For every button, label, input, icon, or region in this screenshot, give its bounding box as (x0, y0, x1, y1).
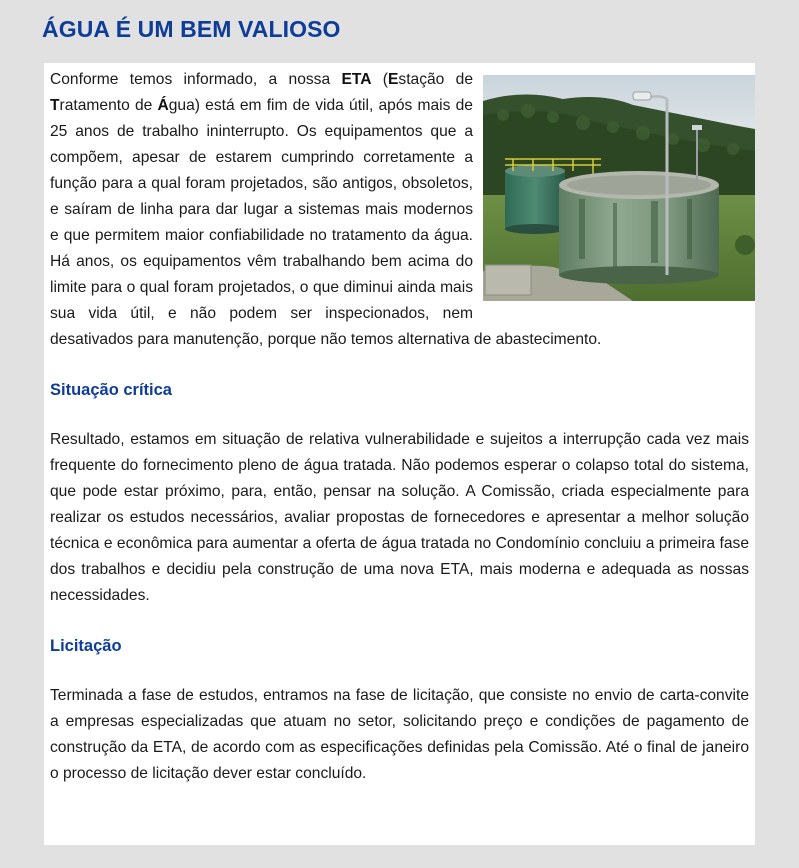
intro-a-bold: Á (157, 97, 169, 114)
page-title: ÁGUA É UM BEM VALIOSO (42, 16, 341, 42)
intro-eta-bold: ETA (341, 71, 372, 88)
intro-text-4: ratamento de (59, 97, 158, 114)
licitacao-paragraph: Terminada a fase de estudos, entramos na fase de licitação, que consiste no envio de carta-convite a empresas especializadas que atuam no setor, solicitando preço e condições de pagamento de construção da ETA, de acordo com as especificações definidas pela Comissão. Até o final de janeiro o processo de licitação dever estar concluído. (50, 687, 749, 782)
situacao-critica-paragraph: Resultado, estamos em situação de relativa vulnerabilidade e sujeitos a interrupção cada vez mais frequente do fornecimento pleno de água tratada. Não podemos esperar o colapso total do sistema, que pode estar próximo, para, então, pensar na solução. A Comissão, criada especialmente para realizar os estudos necessários, avaliar propostas de fornecedores e apresentar a melhor solução técnica e econômica para aumentar a oferta de água tratada no Condomínio concluiu a primeira fase dos trabalhos e decidiu pela construção de uma nova ETA, mais moderna e adequada as nossas necessidades. (50, 431, 749, 604)
section-heading-licitacao: Licitação (50, 637, 122, 655)
intro-text-2: ( (371, 71, 388, 88)
intro-text-1: Conforme temos informado, a nossa (50, 71, 342, 88)
content-panel (44, 63, 755, 845)
section-heading-situacao-critica: Situação crítica (50, 381, 172, 399)
intro-text-3: stação de (398, 71, 474, 88)
water-treatment-station-photo (483, 75, 755, 301)
intro-t-bold: T (50, 97, 60, 114)
intro-text-5: gua) está em fim de vida útil, após mais de 25 anos de trabalho ininterrupto. Os equipamentos que a compõem, apesar de estarem cumprindo corretamente a função para a qual foram projetados, são antigos, obsoletos, e saíram de linha para dar lugar a sistemas mais modernos e que permitem maior confiabilidade no tratamento da água. Há anos, os equipamentos vêm trabalhando bem acima do limite para o qual foram projetados, o que diminui ainda mais sua vida útil, e não podem ser inspecionados, nem desativados para manutenção, porque não temos alternativa de abastecimento. (50, 97, 602, 348)
intro-e-bold: E (388, 71, 399, 88)
